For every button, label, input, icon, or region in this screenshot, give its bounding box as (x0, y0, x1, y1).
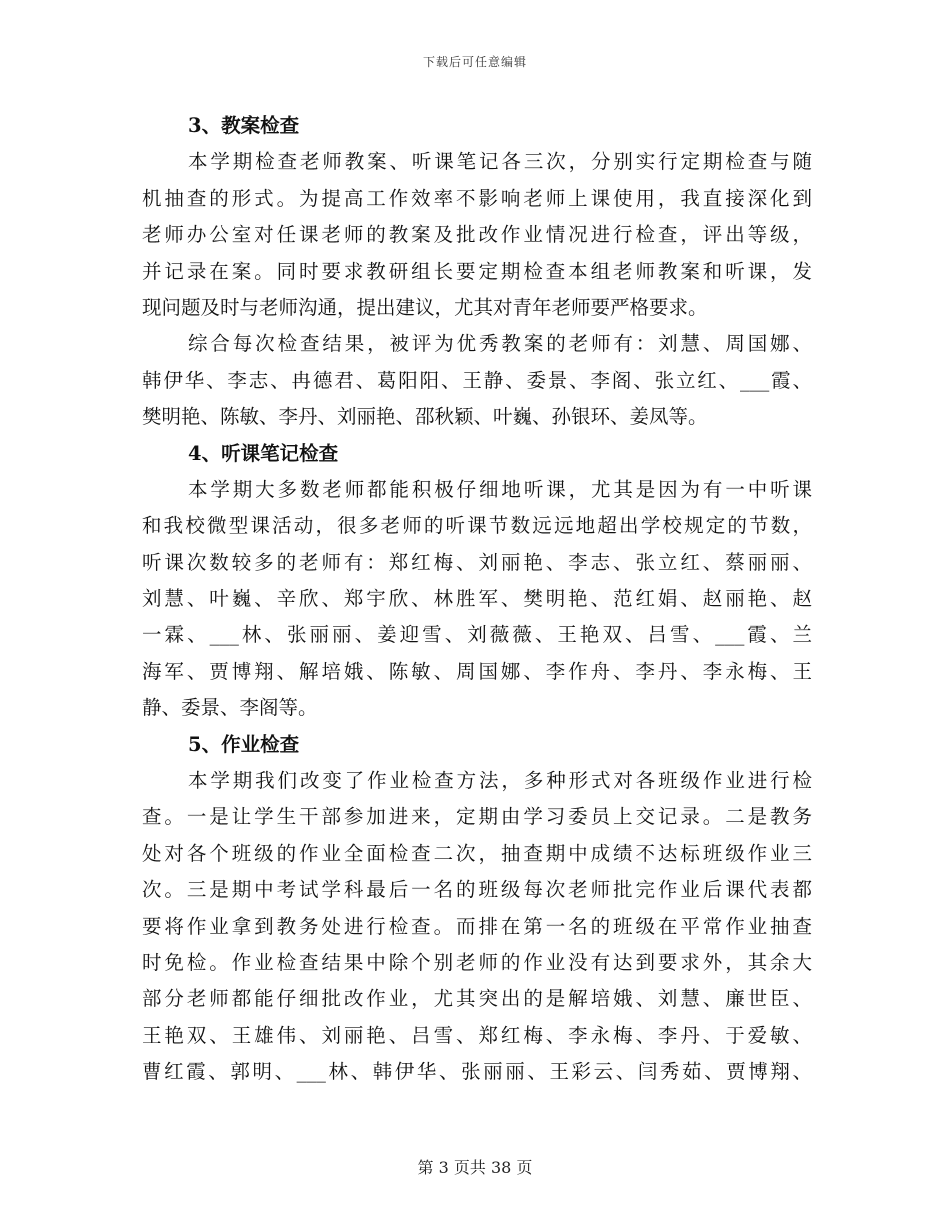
paragraph-line: 查。一是让学生干部参加进来，定期由学习委员上交记录。二是教务 (142, 805, 812, 829)
paragraph-line: 一霖、___林、张丽丽、姜迎雪、刘薇薇、王艳双、吕雪、___霞、兰 (142, 623, 812, 647)
paragraph-line: 机抽查的形式。为提高工作效率不影响老师上课使用，我直接深化到 (142, 186, 812, 210)
paragraph-line: 要将作业拿到教务处进行检查。而排在第一名的班级在平常作业抽查 (142, 914, 812, 938)
paragraph-line: 本学期我们改变了作业检查方法，多种形式对各班级作业进行检 (188, 769, 812, 793)
paragraph-line: 曹红霞、郭明、___林、韩伊华、张丽丽、王彩云、闫秀茹、贾博翔、 (142, 1060, 812, 1084)
paragraph-line: 王艳双、王雄伟、刘丽艳、吕雪、郑红梅、李永梅、李丹、于爱敏、 (142, 1023, 812, 1047)
paragraph-line: 韩伊华、李志、冉德君、葛阳阳、王静、委景、李阁、张立红、___霞、 (142, 368, 812, 392)
header-note: 下载后可任意编辑 (422, 55, 527, 69)
section-heading-lecture-notes: 4、听课笔记检查 (188, 441, 339, 465)
paragraph-line: 时免检。作业检查结果中除个别老师的作业没有达到要求外，其余大 (142, 950, 812, 974)
paragraph-line: 刘慧、叶巍、辛欣、郑宇欣、林胜军、樊明艳、范红娟、赵丽艳、赵 (142, 587, 812, 611)
paragraph-line: 樊明艳、陈敏、李丹、刘丽艳、邵秋颖、叶巍、孙银环、姜凤等。 (142, 405, 708, 429)
paragraph-line: 综合每次检查结果，被评为优秀教案的老师有：刘慧、周国娜、 (188, 332, 812, 356)
section-heading-homework: 5、作业检查 (188, 732, 300, 756)
paragraph-line: 次。三是期中考试学科最后一名的班级每次老师批完作业后课代表都 (142, 878, 812, 902)
page-number: 第 3 页共 38 页 (417, 1158, 533, 1177)
paragraph-line: 海军、贾博翔、解培娥、陈敏、周国娜、李作舟、李丹、李永梅、王 (142, 659, 812, 683)
paragraph-line: 本学期检查老师教案、听课笔记各三次，分别实行定期检查与随 (188, 150, 812, 174)
paragraph-line: 现问题及时与老师沟通，提出建议，尤其对青年老师要严格要求。 (142, 295, 708, 319)
paragraph-line: 本学期大多数老师都能积极仔细地听课，尤其是因为有一中听课 (188, 477, 812, 501)
paragraph-line: 并记录在案。同时要求教研组长要定期检查本组老师教案和听课，发 (142, 259, 812, 283)
paragraph-line: 听课次数较多的老师有：郑红梅、刘丽艳、李志、张立红、蔡丽丽、 (142, 550, 812, 574)
paragraph-line: 和我校微型课活动，很多老师的听课节数远远地超出学校规定的节数， (142, 514, 812, 538)
section-heading-lesson-plan: 3、教案检查 (188, 114, 300, 137)
paragraph-line: 静、委景、李阁等。 (142, 696, 318, 720)
paragraph-line: 老师办公室对任课老师的教案及批改作业情况进行检查，评出等级， (142, 223, 812, 247)
paragraph-line: 部分老师都能仔细批改作业，尤其突出的是解培娥、刘慧、廉世臣、 (142, 987, 812, 1011)
document-body (142, 108, 812, 1091)
paragraph-line: 处对各个班级的作业全面检查二次，抽查期中成绩不达标班级作业三 (142, 841, 812, 865)
